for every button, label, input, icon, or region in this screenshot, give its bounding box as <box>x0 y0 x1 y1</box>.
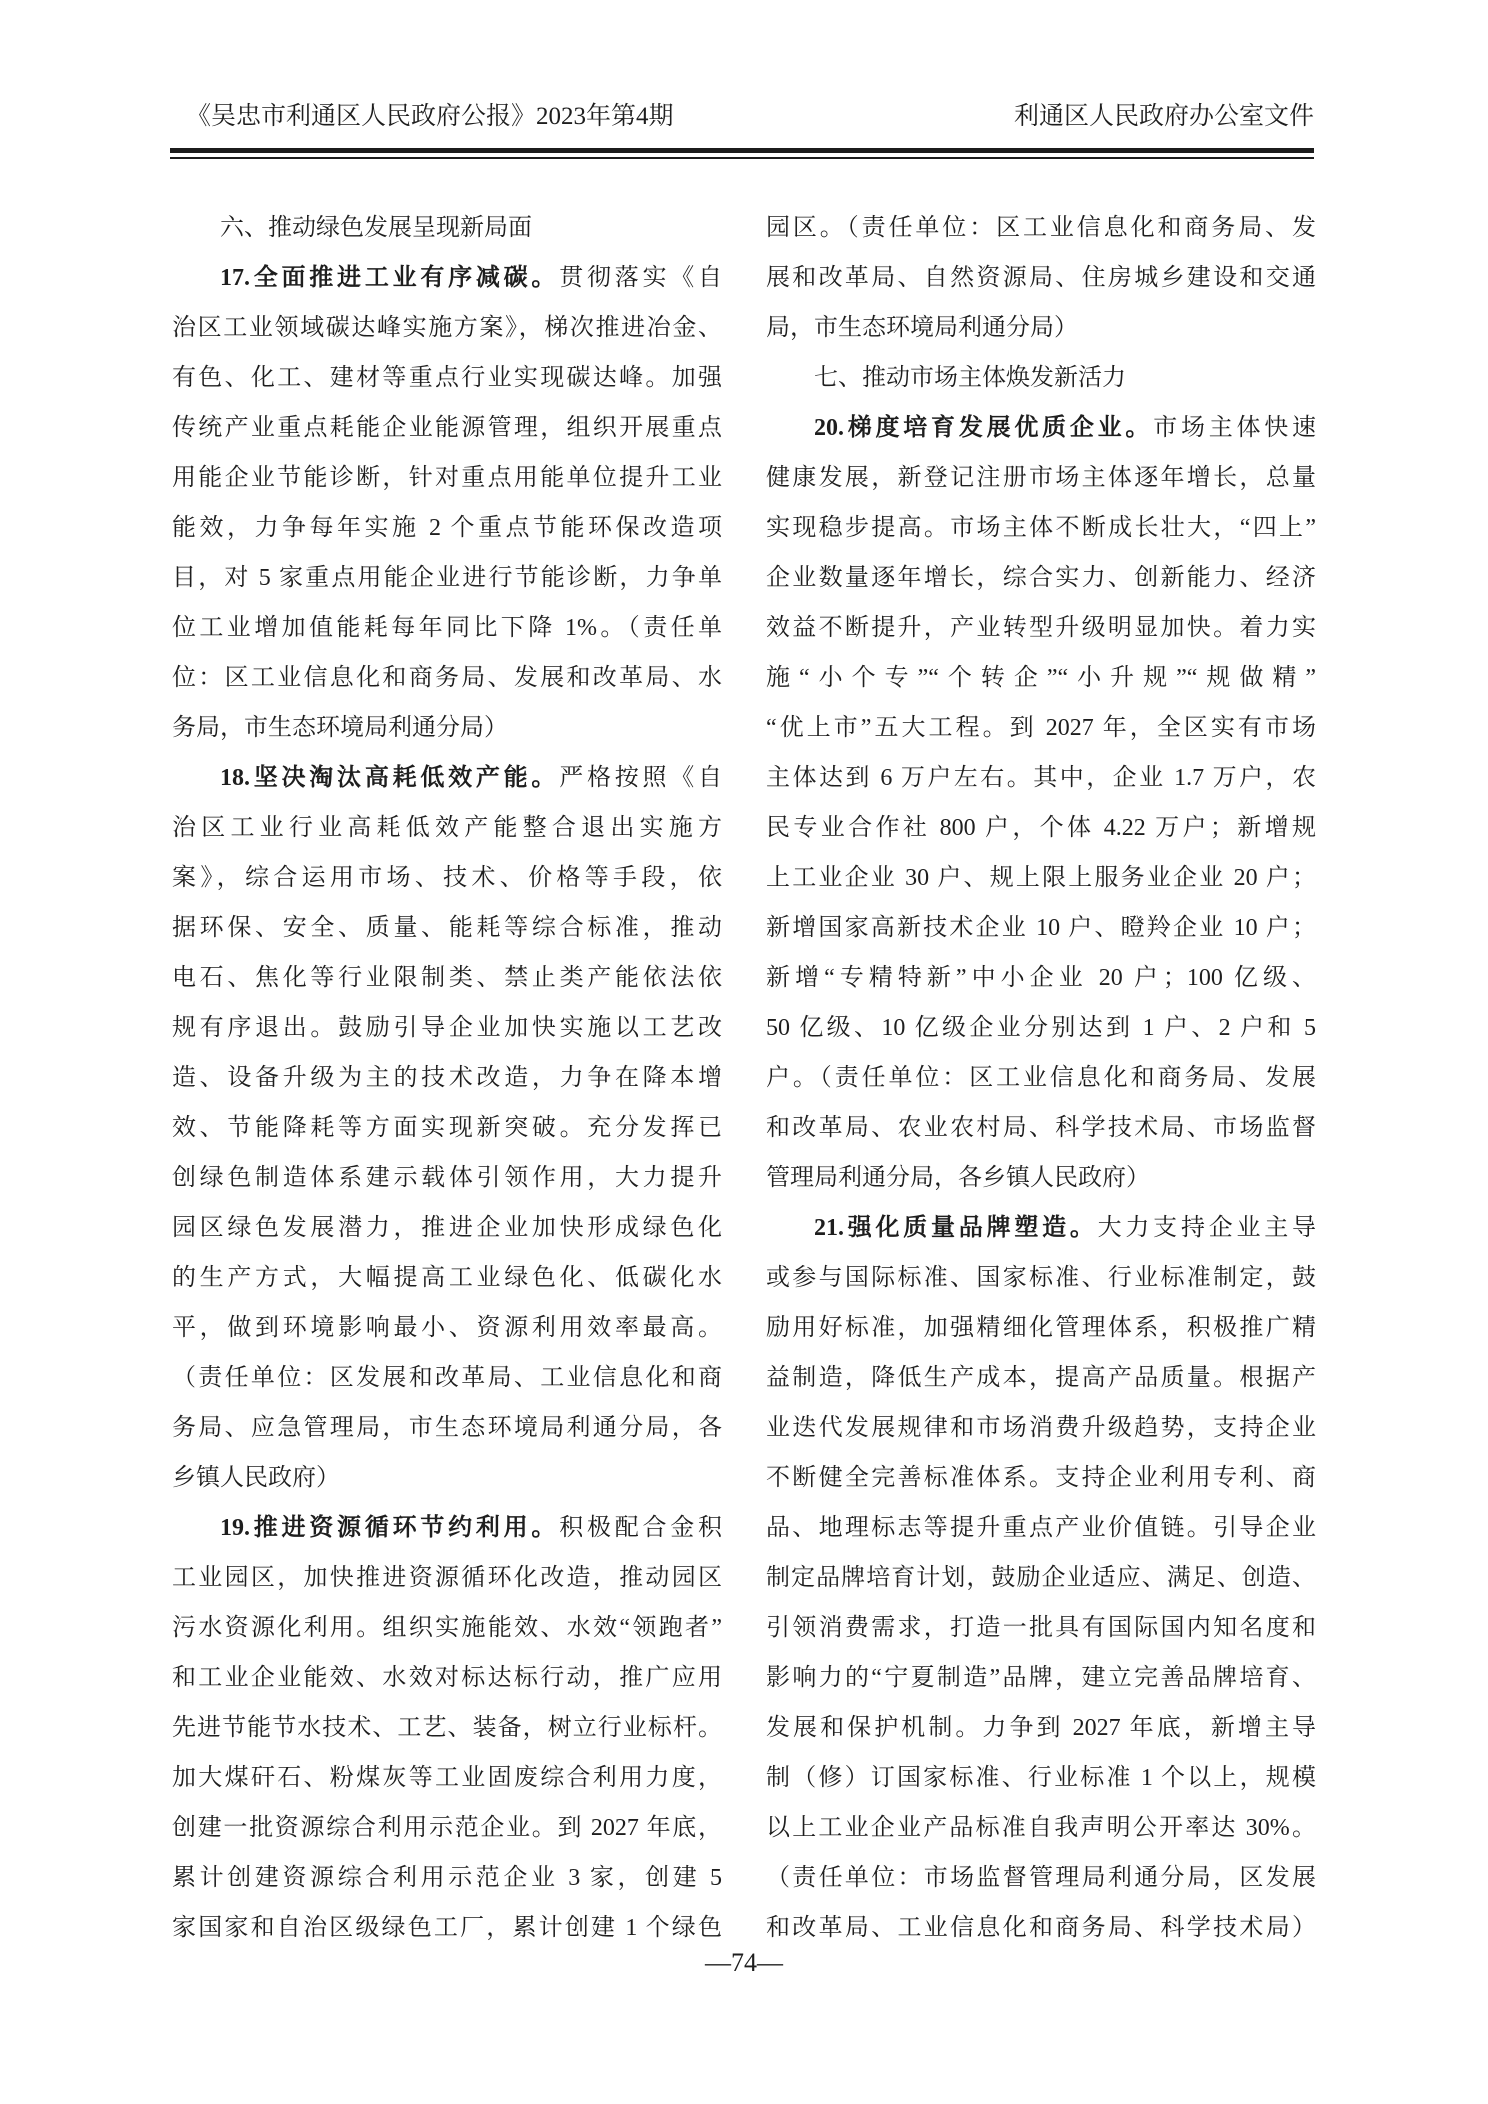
text-line: 19.推进资源循环节约利用。积极配合金积 <box>220 1515 722 1541</box>
text-line: 展和改革局、自然资源局、住房城乡建设和交通 <box>766 265 1316 291</box>
text-line: 制（修）订国家标准、行业标准 1 个以上，规模 <box>766 1765 1316 1791</box>
text-line: 业迭代发展规律和市场消费升级趋势，支持企业 <box>766 1415 1316 1441</box>
text-line: 发展和保护机制。力争到 2027 年底，新增主导 <box>766 1715 1316 1741</box>
text-line: 用能企业节能诊断，针对重点用能单位提升工业 <box>172 465 722 491</box>
text-line: 园区。（责任单位：区工业信息化和商务局、发 <box>766 215 1316 241</box>
text-line: 和改革局、工业信息化和商务局、科学技术局） <box>766 1915 1316 1941</box>
text-line: （责任单位：区发展和改革局、工业信息化和商 <box>172 1365 722 1391</box>
text-line: 施“小个专”“个转企”“小升规”“规做精” <box>766 665 1316 691</box>
text-line: 21.强化质量品牌塑造。大力支持企业主导 <box>814 1215 1316 1241</box>
column-left <box>172 203 722 1953</box>
text-line: 18.坚决淘汰高耗低效产能。严格按照《自 <box>220 765 722 791</box>
paragraph-lead: 17.全面推进工业有序减碳。 <box>220 265 560 291</box>
text-line: 新增国家高新技术企业 10 户、瞪羚企业 10 户； <box>766 915 1316 941</box>
paragraph-lead: 20.梯度培育发展优质企业。 <box>814 415 1154 441</box>
text-line: 效益不断提升，产业转型升级明显加快。着力实 <box>766 615 1316 641</box>
text-line: 品、地理标志等提升重点产业价值链。引导企业 <box>766 1515 1316 1541</box>
text-line: 园区绿色发展潜力，推进企业加快形成绿色化 <box>172 1215 722 1241</box>
content-columns <box>172 203 1316 1953</box>
text-line: 污水资源化利用。组织实施能效、水效“领跑者” <box>172 1615 722 1641</box>
page-header <box>172 100 1314 134</box>
text-line: 实现稳步提高。市场主体不断成长壮大，“四上” <box>766 515 1316 541</box>
text-line: 20.梯度培育发展优质企业。市场主体快速 <box>814 415 1316 441</box>
text-line: 工业园区，加快推进资源循环化改造，推动园区 <box>172 1565 722 1591</box>
page-number: —74— <box>705 1948 783 1977</box>
paragraph-lead: 19.推进资源循环节约利用。 <box>220 1515 560 1541</box>
text-line: 据环保、安全、质量、能耗等综合标准，推动 <box>172 915 722 941</box>
divider-thick-rule <box>170 148 1314 153</box>
text-line: 益制造，降低生产成本，提高产品质量。根据产 <box>766 1365 1316 1391</box>
paragraph-lead: 21.强化质量品牌塑造。 <box>814 1215 1098 1241</box>
text-line: 和改革局、农业农村局、科学技术局、市场监督 <box>766 1115 1316 1141</box>
text-line: 企业数量逐年增长，综合实力、创新能力、经济 <box>766 565 1316 591</box>
text-line: 加大煤矸石、粉煤灰等工业固废综合利用力度， <box>172 1765 722 1791</box>
text-line: 能效，力争每年实施 2 个重点节能环保改造项 <box>172 515 722 541</box>
text-line: 治区工业行业高耗低效产能整合退出实施方 <box>172 815 722 841</box>
text-line: 局，市生态环境局利通分局） <box>766 315 1078 341</box>
text-line: 制定品牌培育计划，鼓励企业适应、满足、创造、 <box>766 1565 1316 1591</box>
text-line: 主体达到 6 万户左右。其中，企业 1.7 万户，农 <box>766 765 1316 791</box>
text-line: 有色、化工、建材等重点行业实现碳达峰。加强 <box>172 365 722 391</box>
text-line: 案》，综合运用市场、技术、价格等手段，依 <box>172 865 722 891</box>
text-line: 乡镇人民政府） <box>172 1465 340 1491</box>
header-left-title: 《吴忠市利通区人民政府公报》2023年第4期 <box>186 103 674 130</box>
header-divider <box>170 148 1314 159</box>
text-line: 50 亿级、10 亿级企业分别达到 1 户、2 户和 5 <box>766 1015 1316 1041</box>
text-line: 规有序退出。鼓励引导企业加快实施以工艺改 <box>172 1015 722 1041</box>
text-line: 效、节能降耗等方面实现新突破。充分发挥已 <box>172 1115 722 1141</box>
text-line: 位：区工业信息化和商务局、发展和改革局、水 <box>172 665 722 691</box>
text-line: 六、推动绿色发展呈现新局面 <box>220 215 532 241</box>
text-line: 17.全面推进工业有序减碳。贯彻落实《自 <box>220 265 722 291</box>
text-line: 传统产业重点耗能企业能源管理，组织开展重点 <box>172 415 722 441</box>
paragraph-lead: 18.坚决淘汰高耗低效产能。 <box>220 765 560 791</box>
text-line: 或参与国际标准、国家标准、行业标准制定，鼓 <box>766 1265 1316 1291</box>
text-line: 造、设备升级为主的技术改造，力争在降本增 <box>172 1065 722 1091</box>
text-line: 新增“专精特新”中小企业 20 户；100 亿级、 <box>766 965 1316 991</box>
divider-thin-rule <box>170 157 1314 159</box>
text-line: 位工业增加值能耗每年同比下降 1%。（责任单 <box>172 615 722 641</box>
text-line: 励用好标准，加强精细化管理体系，积极推广精 <box>766 1315 1316 1341</box>
text-line: 不断健全完善标准体系。支持企业利用专利、商 <box>766 1465 1316 1491</box>
text-line: （责任单位：市场监督管理局利通分局，区发展 <box>766 1865 1316 1891</box>
text-line: 七、推动市场主体焕发新活力 <box>814 365 1126 391</box>
text-line: 创绿色制造体系建示载体引领作用，大力提升 <box>172 1165 722 1191</box>
header-right-title: 利通区人民政府办公室文件 <box>1013 103 1314 130</box>
text-line: 民专业合作社 800 户，个体 4.22 万户；新增规 <box>766 815 1316 841</box>
text-line: 的生产方式，大幅提高工业绿色化、低碳化水 <box>172 1265 722 1291</box>
text-line: 务局、应急管理局，市生态环境局利通分局，各 <box>172 1415 722 1441</box>
text-line: 以上工业企业产品标准自我声明公开率达 30%。 <box>766 1815 1316 1841</box>
text-line: 创建一批资源综合利用示范企业。到 2027 年底， <box>172 1815 722 1841</box>
text-line: “优上市”五大工程。到 2027 年，全区实有市场 <box>766 715 1316 741</box>
text-line: 户。（责任单位：区工业信息化和商务局、发展 <box>766 1065 1316 1091</box>
text-line: 影响力的“宁夏制造”品牌，建立完善品牌培育、 <box>766 1665 1316 1691</box>
text-line: 务局，市生态环境局利通分局） <box>172 715 508 741</box>
text-line: 管理局利通分局，各乡镇人民政府） <box>766 1165 1150 1191</box>
text-line: 治区工业领域碳达峰实施方案》，梯次推进冶金、 <box>172 315 722 341</box>
text-line: 家国家和自治区级绿色工厂，累计创建 1 个绿色 <box>172 1915 722 1941</box>
text-line: 累计创建资源综合利用示范企业 3 家，创建 5 <box>172 1865 722 1891</box>
text-line: 平，做到环境影响最小、资源利用效率最高。 <box>172 1315 722 1341</box>
text-line: 电石、焦化等行业限制类、禁止类产能依法依 <box>172 965 722 991</box>
text-line: 引领消费需求，打造一批具有国际国内知名度和 <box>766 1615 1316 1641</box>
text-line: 和工业企业能效、水效对标达标行动，推广应用 <box>172 1665 722 1691</box>
text-line: 先进节能节水技术、工艺、装备，树立行业标杆。 <box>172 1715 722 1741</box>
column-right <box>766 203 1316 1953</box>
text-line: 上工业企业 30 户、规上限上服务业企业 20 户； <box>766 865 1316 891</box>
text-line: 目，对 5 家重点用能企业进行节能诊断，力争单 <box>172 565 722 591</box>
text-line: 健康发展，新登记注册市场主体逐年增长，总量 <box>766 465 1316 491</box>
